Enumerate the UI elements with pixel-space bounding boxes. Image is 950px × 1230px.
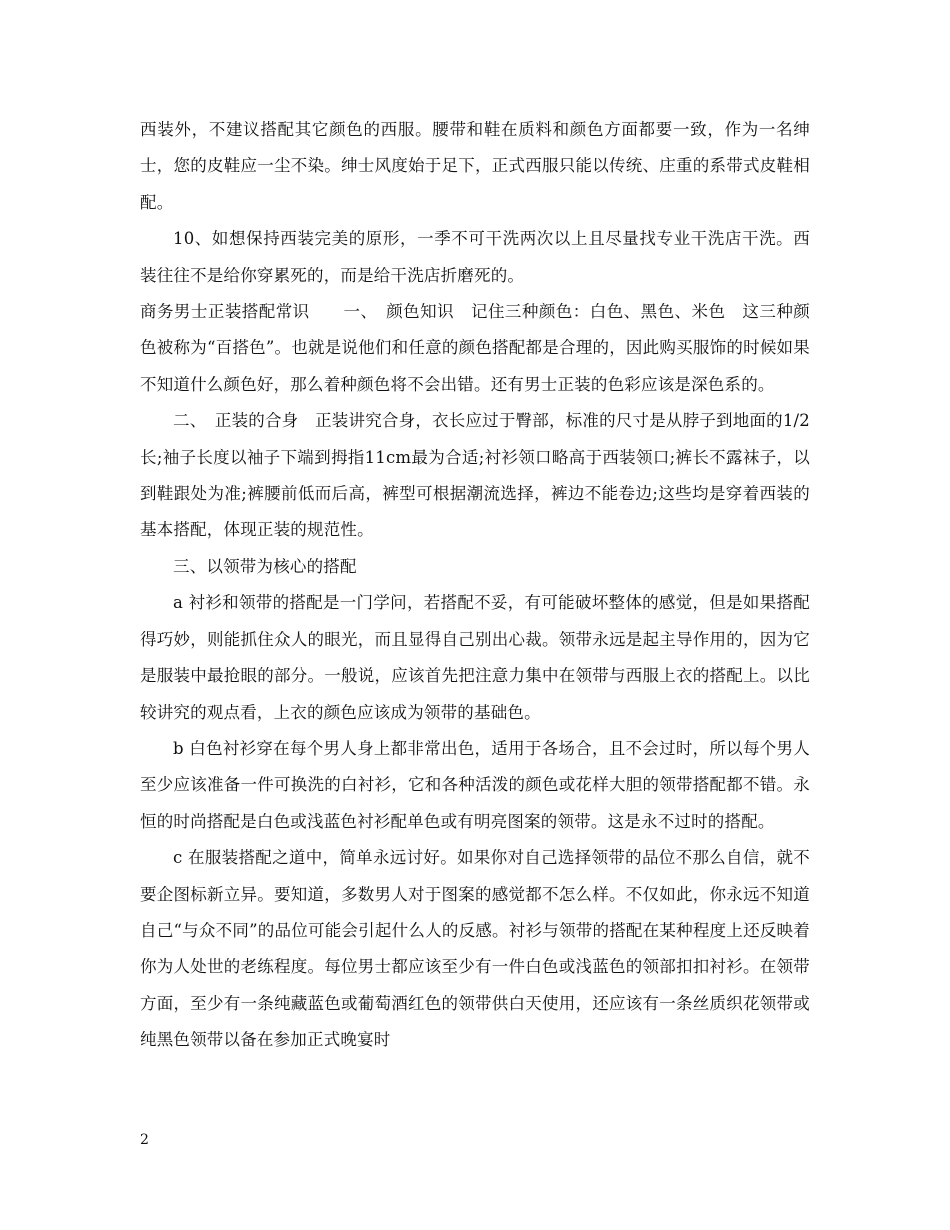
document-body — [140, 112, 810, 1059]
paragraph-tie-a: a 衬衫和领带的搭配是一门学问，若搭配不妥，有可能破坏整体的感觉，但是如果搭配得巧妙，则能抓住众人的眼光，而且显得自己别出心裁。领带永远是起主导作用的，因为它是服装中最抢眼的部分。一般说，应该首先把注意力集中在领带与西服上衣的搭配上。以比较讲究的观点看，上衣的颜色应该成为领带的基础色。 — [140, 593, 810, 722]
paragraph-tie-c: c 在服装搭配之道中，简单永远讨好。如果你对自己选择领带的品位不那么自信，就不要企图标新立异。要知道，多数男人对于图案的感觉都不怎么样。不仅如此，你永远不知道自己“与众不同”的品位可能会引起什么人的反感。衬衫与领带的搭配在某种程度上还反映着你为人处世的老练程度。每位男士都应该至少有一件白色或浅蓝色的领部扣扣衬衫。在领带方面，至少有一条纯藏蓝色或葡萄酒红色的领带供白天使用，还应该有一条丝质织花领带或纯黑色领带以备在参加正式晚宴时 — [140, 848, 810, 1050]
page-number: 2 — [140, 1132, 149, 1148]
section-heading-tie: 三、以领带为核心的搭配 — [173, 556, 357, 576]
paragraph-suit-shoes: 西装外，不建议搭配其它颜色的西服。腰带和鞋在质料和颜色方面都要一致，作为一名绅士，您的皮鞋应一尘不染。绅士风度始于足下，正式西服只能以传统、庄重的系带式皮鞋相配。 — [140, 120, 810, 212]
paragraph-tie-b: b 白色衬衫穿在每个男人身上都非常出色，适用于各场合，且不会过时，所以每个男人至少应该准备一件可换洗的白衬衫，它和各种活泼的颜色或花样大胆的领带搭配都不错。永恒的时尚搭配是白色或浅蓝色衬衫配单色或有明亮图案的领带。这是永不过时的搭配。 — [140, 738, 810, 831]
paragraph-dry-cleaning: 10、如想保持西装完美的原形，一季不可干洗两次以上且尽量找专业干洗店干洗。西装往往不是给你穿累死的，而是给干洗店折磨死的。 — [140, 229, 810, 285]
paragraph-color-knowledge: 商务男士正装搭配常识 一、 颜色知识 记住三种颜色：白色、黑色、米色 这三种颜色被称为“百搭色”。也就是说他们和任意的颜色搭配都是合理的，因此购买服饰的时候如果不知道什么颜色好，那么着种颜色将不会出错。还有男士正装的色彩应该是深色系的。 — [140, 302, 810, 394]
paragraph-fit: 二、 正装的合身 正装讲究合身，衣长应过于臀部，标准的尺寸是从脖子到地面的1/2长;袖子长度以袖子下端到拇指11cm最为合适;衬衫领口略高于西装领口;裤长不露袜子，以到鞋跟处为准;裤腰前低而后高，裤型可根据潮流选择，裤边不能卷边;这些均是穿着西装的基本搭配，体现正装的规范性。 — [140, 411, 810, 540]
